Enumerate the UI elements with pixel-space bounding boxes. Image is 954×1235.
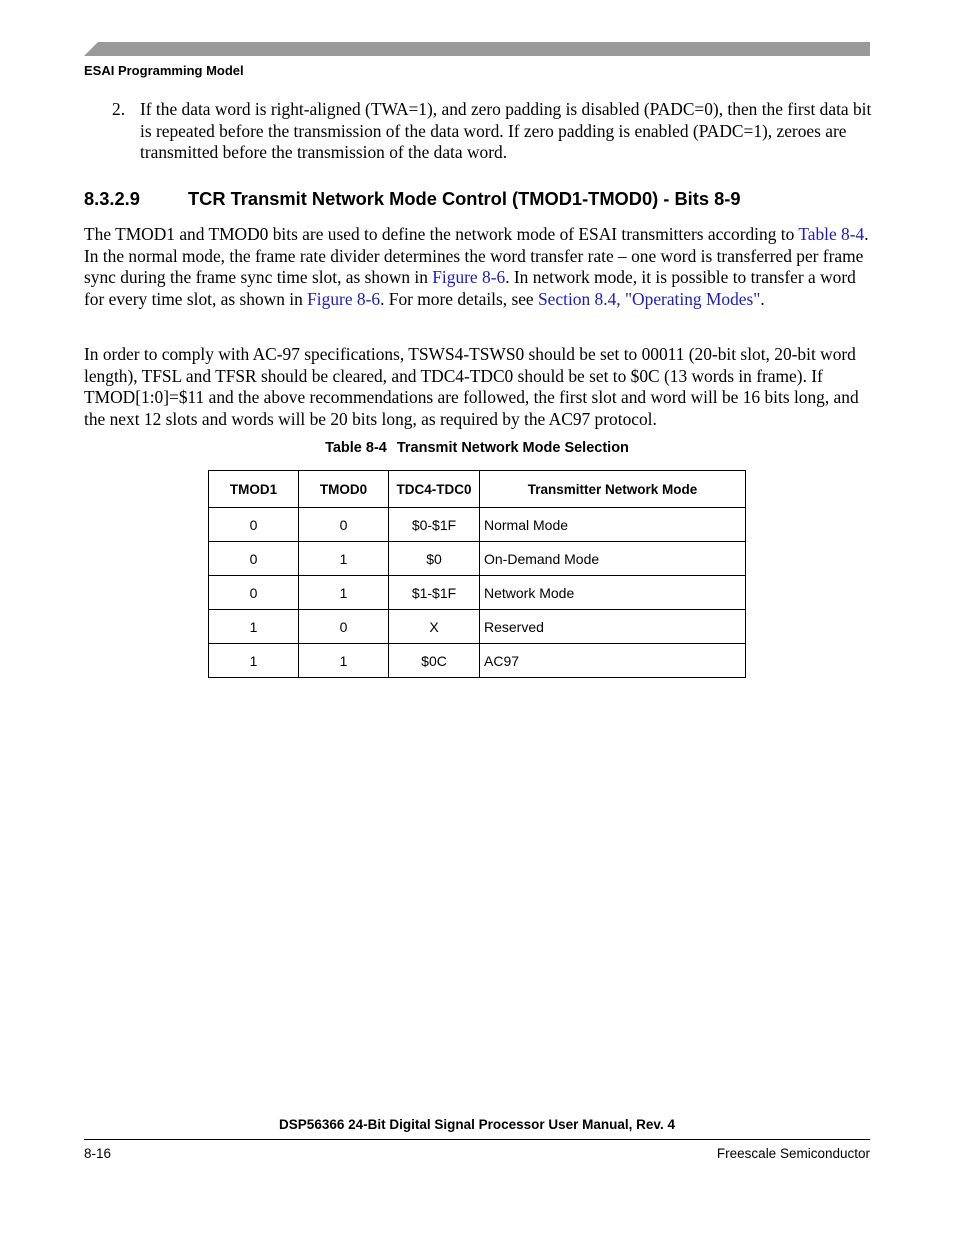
table-row: [209, 610, 746, 644]
table-row: [209, 576, 746, 610]
paragraph-ac97: In order to comply with AC-97 specifications, TSWS4-TSWS0 should be set to 00011 (20-bit slot, 20-bit word length), TFSL and TFSR should be cleared, and TDC4-TDC0 should be set to $0C (13 words in frame). If TMOD[1:0]=$11 and the above recommendations are followed, the first slot and word will be 16 bits long, and the next 12 slots and words will be 20 bits long, as required by the AC97 protocol.: [84, 344, 859, 430]
running-head: ESAI Programming Model: [84, 63, 244, 78]
table-caption: [0, 440, 954, 456]
footer-title: DSP56366 24-Bit Digital Signal Processor User Manual, Rev. 4: [279, 1117, 675, 1132]
cell-tmod1: 0: [209, 542, 299, 576]
para1-text-4: . For more details, see: [380, 289, 539, 310]
network-mode-table: [208, 470, 746, 678]
page-number: 8-16: [84, 1146, 112, 1161]
list-item-text: If the data word is right-aligned (TWA=1), and zero padding is disabled (PADC=0), then the first data bit is repeated before the transmission of the data word. If zero padding is enabled (PADC=1), zeroes are transmitted before the transmission of the data word.: [140, 99, 872, 163]
cell-tdc: $0-$1F: [389, 508, 480, 542]
para1-text-3: . In network mode, it is possible to transfer a word for every time slot, as shown in: [84, 267, 856, 310]
header-bar: [84, 42, 870, 56]
para1-text-2: . In the normal mode, the frame rate divider determines the word transfer rate – one word is transferred per frame sync during the frame sync time slot, as shown in: [84, 224, 869, 288]
cell-mode: AC97: [480, 644, 746, 678]
header-tmod0: TMOD0: [299, 471, 389, 508]
header-tmod1: TMOD1: [209, 471, 299, 508]
cell-tmod0: 1: [299, 542, 389, 576]
section-8-4-link[interactable]: Section 8.4, "Operating Modes": [538, 289, 761, 310]
cell-mode: Normal Mode: [480, 508, 746, 542]
cell-mode: On-Demand Mode: [480, 542, 746, 576]
cell-tmod1: 1: [209, 644, 299, 678]
section-title: TCR Transmit Network Mode Control (TMOD1-TMOD0) - Bits 8-9: [188, 188, 741, 209]
table-caption-title: Transmit Network Mode Selection: [396, 440, 629, 456]
paragraph-tmod-description: [84, 224, 870, 311]
cell-tmod0: 0: [299, 508, 389, 542]
table-8-4-link[interactable]: Table 8-4: [798, 224, 865, 244]
section-number: 8.3.2.9: [84, 188, 140, 209]
table-caption-number: Table 8-4: [325, 440, 387, 456]
table-row: [209, 508, 746, 542]
cell-tdc: $1-$1F: [389, 576, 480, 610]
cell-mode: Reserved: [480, 610, 746, 644]
cell-tmod0: 1: [299, 644, 389, 678]
cell-tmod1: 0: [209, 576, 299, 610]
section-heading: [84, 188, 741, 210]
header-transmitter-network-mode: Transmitter Network Mode: [480, 471, 746, 508]
cell-tdc: X: [389, 610, 480, 644]
figure-8-6-link-2[interactable]: Figure 8-6: [307, 289, 381, 310]
cell-tdc: $0: [389, 542, 480, 576]
para1-text-1: The TMOD1 and TMOD0 bits are used to define the network mode of ESAI transmitters according to: [84, 224, 799, 244]
cell-tdc: $0C: [389, 644, 480, 678]
list-item: [112, 99, 872, 164]
list-item-number: 2.: [112, 99, 126, 119]
header-tdc: TDC4-TDC0: [389, 471, 480, 508]
figure-8-6-link[interactable]: Figure 8-6: [432, 267, 506, 288]
table-row: [209, 644, 746, 678]
table-row: [209, 542, 746, 576]
table-header-row: [209, 471, 746, 508]
para1-text-5: .: [760, 289, 765, 310]
cell-tmod0: 0: [299, 610, 389, 644]
cell-tmod1: 0: [209, 508, 299, 542]
cell-tmod1: 1: [209, 610, 299, 644]
cell-tmod0: 1: [299, 576, 389, 610]
footer-divider: [84, 1139, 870, 1140]
footer-company: Freescale Semiconductor: [716, 1146, 870, 1161]
cell-mode: Network Mode: [480, 576, 746, 610]
